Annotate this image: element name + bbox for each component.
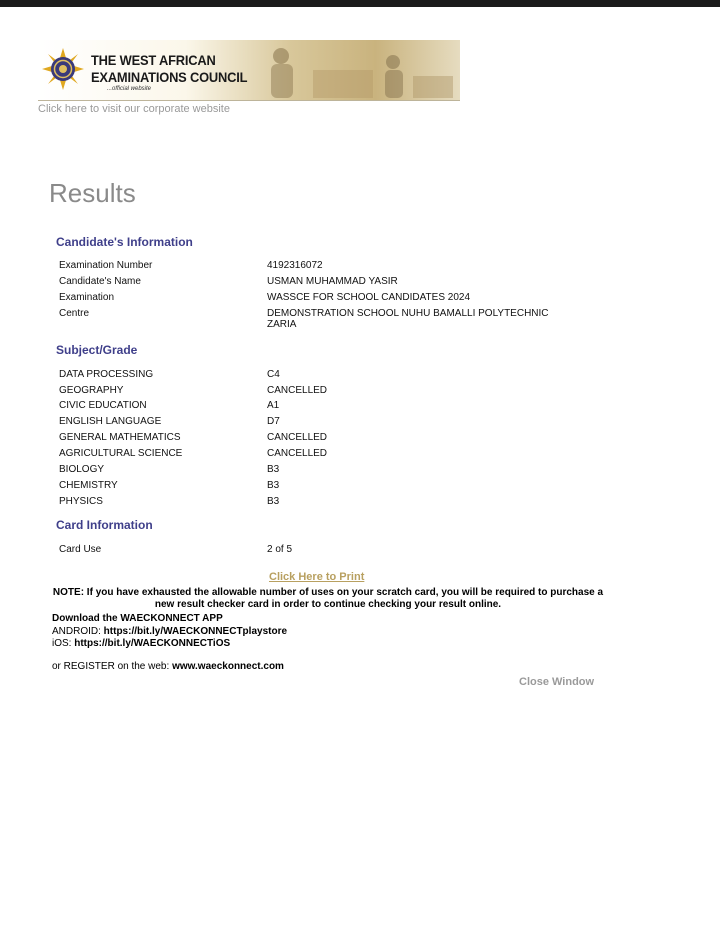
subject-grade: B3	[267, 496, 280, 507]
org-name-line2: EXAMINATIONS COUNCIL	[91, 69, 248, 85]
subject-name: PHYSICS	[59, 496, 103, 507]
ios-url: https://bit.ly/WAECKONNECTiOS	[74, 638, 231, 649]
register-label: or REGISTER on the web:	[52, 661, 173, 672]
exam-number-label: Examination Number	[59, 260, 153, 271]
page-title: Results	[49, 178, 136, 208]
subject-name: GENERAL MATHEMATICS	[59, 432, 181, 443]
exam-number-value: 4192316072	[267, 260, 323, 271]
subject-grade: D7	[267, 416, 280, 427]
ios-line	[52, 638, 230, 649]
subject-grade: CANCELLED	[267, 432, 328, 443]
subject-grade: B3	[267, 464, 280, 475]
candidate-name-label: Candidate's Name	[59, 276, 141, 287]
ios-label: iOS:	[52, 638, 75, 649]
banner-photo-image	[253, 40, 460, 100]
android-label: ANDROID:	[52, 626, 104, 637]
subject-grade: B3	[267, 480, 280, 491]
waec-banner[interactable]	[38, 40, 460, 101]
register-url: www.waeckonnect.com	[172, 661, 284, 672]
card-use-value: 2 of 5	[267, 544, 293, 555]
examination-label: Examination	[59, 292, 115, 303]
subject-name: AGRICULTURAL SCIENCE	[59, 448, 183, 459]
scratch-card-note: NOTE: If you have exhausted the allowable number of uses on your scratch card, you will be required to purchase a new result checker card in order to continue checking your result online.	[52, 587, 604, 610]
candidate-name-value: USMAN MUHAMMAD YASIR	[267, 276, 398, 287]
tagline: ...official website	[107, 86, 152, 92]
card-info-heading: Card Information	[56, 518, 153, 532]
centre-label: Centre	[59, 308, 90, 319]
corporate-website-link[interactable]: Click here to visit our corporate website	[38, 103, 230, 115]
subject-name: GEOGRAPHY	[59, 385, 124, 396]
candidate-info-heading: Candidate's Information	[56, 235, 193, 249]
org-name-line1: THE WEST AFRICAN	[91, 52, 216, 68]
subject-grade: CANCELLED	[267, 385, 328, 396]
subject-name: CIVIC EDUCATION	[59, 400, 147, 411]
subject-name: CHEMISTRY	[59, 480, 118, 491]
app-download-heading: Download the WAECKONNECT APP	[52, 613, 223, 624]
register-line	[52, 661, 284, 672]
top-bar	[0, 0, 720, 7]
subject-grade: C4	[267, 369, 280, 380]
close-window-link[interactable]: Close Window	[519, 676, 595, 688]
centre-value: DEMONSTRATION SCHOOL NUHU BAMALLI POLYTECHNIC ZARIA	[267, 308, 549, 330]
subject-grade: A1	[267, 400, 280, 411]
subject-grade-heading: Subject/Grade	[56, 343, 138, 357]
subject-name: DATA PROCESSING	[59, 369, 154, 380]
android-line	[52, 626, 287, 637]
subject-grade: CANCELLED	[267, 448, 328, 459]
subject-name: ENGLISH LANGUAGE	[59, 416, 162, 427]
print-link[interactable]: Click Here to Print	[269, 571, 365, 583]
android-url: https://bit.ly/WAECKONNECTplaystore	[103, 626, 288, 637]
subject-name: BIOLOGY	[59, 464, 105, 475]
waec-seal-logo	[42, 48, 84, 90]
examination-value: WASSCE FOR SCHOOL CANDIDATES 2024	[267, 292, 471, 303]
card-use-label: Card Use	[59, 544, 102, 555]
